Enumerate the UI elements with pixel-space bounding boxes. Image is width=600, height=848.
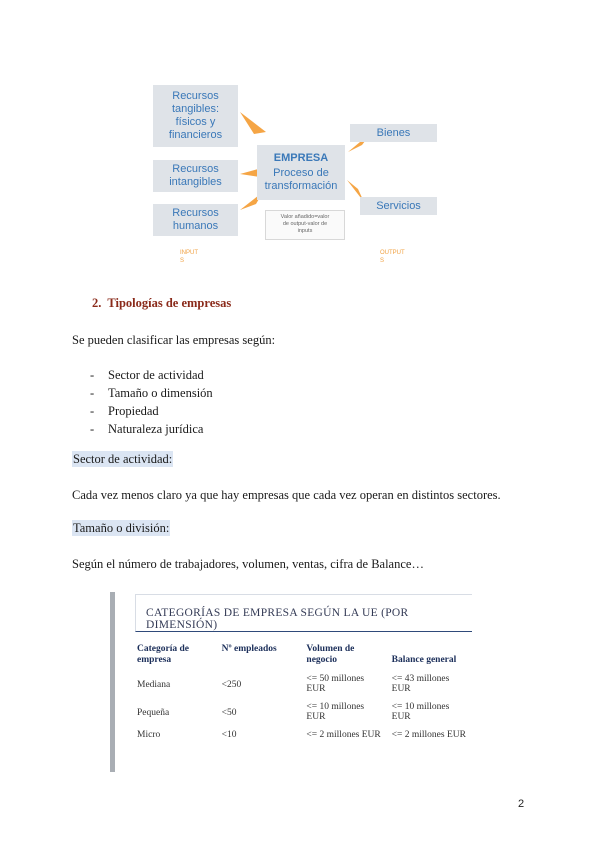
list-marker: - <box>90 386 95 400</box>
cell-line: EUR <box>306 712 326 722</box>
note-line: inputs <box>297 228 313 234</box>
humanos-line: humanos <box>172 220 219 232</box>
categories-table <box>137 644 472 754</box>
cell-volumen <box>306 698 391 726</box>
note-line: Valor añadido=valor <box>280 214 330 220</box>
cell-line: <= 43 millones <box>391 674 450 684</box>
input-label <box>180 249 198 265</box>
section-heading <box>92 296 231 311</box>
table-row <box>137 670 472 698</box>
eu-categories-table-figure <box>110 592 472 772</box>
list-item <box>90 420 213 438</box>
cell-line: <= 2 millones EUR <box>391 730 466 740</box>
cell-categoria <box>137 670 222 698</box>
list-item <box>90 366 213 384</box>
table-header-row <box>137 644 472 670</box>
cell-line: <= 2 millones EUR <box>306 730 381 740</box>
header-line: empresa <box>137 655 172 665</box>
note-line: de output-valor de <box>282 221 328 227</box>
header-line: Nº empleados <box>221 644 277 654</box>
section-title: Tipologías de empresas <box>107 296 232 310</box>
cell-line: <50 <box>221 708 237 718</box>
empresa-box <box>257 145 345 200</box>
list-item-text: Tamaño o dimensión <box>108 386 213 400</box>
resource-box-intangibles <box>153 160 238 192</box>
tangibles-line: financieros <box>168 129 223 141</box>
tangibles-line: tangibles: <box>171 103 220 115</box>
cell-volumen <box>306 670 391 698</box>
list-item-text: Sector de actividad <box>108 368 204 382</box>
cell-line: <= 50 millones <box>306 674 365 684</box>
figure-side-bar <box>110 592 115 772</box>
cell-line: <250 <box>221 680 242 690</box>
list-marker: - <box>90 422 95 436</box>
cell-volumen <box>306 726 391 754</box>
header-line: Categoría de <box>137 644 189 654</box>
cell-empleados <box>222 726 307 754</box>
input-label-line: S <box>180 258 185 264</box>
business-process-diagram <box>150 82 450 267</box>
cell-line: Mediana <box>137 680 171 690</box>
bienes-label: Bienes <box>376 126 411 139</box>
cell-categoria <box>137 726 222 754</box>
intangibles-line: Recursos <box>172 163 219 175</box>
humanos-line: Recursos <box>172 207 219 219</box>
output-label-line: S <box>380 258 385 264</box>
classification-list <box>90 366 213 438</box>
sector-heading-text: Sector de actividad: <box>73 452 173 466</box>
header-categoria <box>137 644 222 670</box>
empresa-sub-line: Proceso de <box>273 167 329 179</box>
intro-paragraph: Se pueden clasificar las empresas según: <box>72 333 276 347</box>
input-label-line: INPUT <box>180 250 198 256</box>
header-volumen <box>306 644 391 670</box>
tangibles-line: Recursos <box>172 90 219 102</box>
servicios-label: Servicios <box>376 199 421 212</box>
section-number: 2. <box>92 296 102 310</box>
output-box-servicios <box>360 197 437 215</box>
header-empleados <box>222 644 307 670</box>
output-box-bienes <box>350 124 437 142</box>
table-caption: CATEGORÍAS DE EMPRESA SEGÚN LA UE (POR DIMENSIÓN) <box>146 607 409 631</box>
output-label-line: OUTPUT <box>380 250 405 256</box>
header-balance <box>392 644 472 670</box>
tangibles-line: físicos y <box>175 116 216 128</box>
cell-line: EUR <box>391 712 411 722</box>
list-item-text: Propiedad <box>108 404 159 418</box>
header-line: Volumen de <box>306 644 355 654</box>
header-line: Balance general <box>391 655 457 665</box>
list-item-text: Naturaleza jurídica <box>108 422 204 436</box>
sector-paragraph: Cada vez menos claro ya que hay empresas que cada vez operan en distintos sectores. <box>72 488 501 502</box>
empresa-title: EMPRESA <box>273 152 329 164</box>
cell-line: EUR <box>391 684 411 694</box>
tamano-heading <box>72 521 170 536</box>
resource-box-tangibles <box>153 85 238 147</box>
header-line: negocio <box>306 655 338 665</box>
list-marker: - <box>90 368 95 382</box>
tamano-heading-text: Tamaño o división: <box>73 521 170 535</box>
list-marker: - <box>90 404 95 418</box>
sector-heading <box>72 452 173 467</box>
page-number: 2 <box>518 798 525 810</box>
table-caption-box <box>135 594 472 632</box>
table-row <box>137 726 472 754</box>
cell-balance <box>392 726 472 754</box>
cell-line: Pequeña <box>137 708 170 718</box>
table-row <box>137 698 472 726</box>
cell-empleados <box>222 698 307 726</box>
cell-empleados <box>222 670 307 698</box>
cell-line: EUR <box>306 684 326 694</box>
empresa-sub-line: transformación <box>264 180 338 192</box>
intangibles-line: intangibles <box>169 176 222 188</box>
list-item <box>90 402 213 420</box>
value-added-note <box>265 210 345 240</box>
cell-categoria <box>137 698 222 726</box>
output-label <box>380 249 405 265</box>
cell-line: <= 10 millones <box>306 702 365 712</box>
cell-balance <box>392 670 472 698</box>
cell-line: Micro <box>137 730 161 740</box>
list-item <box>90 384 213 402</box>
arrow-tangibles-icon <box>240 112 266 134</box>
cell-balance <box>392 698 472 726</box>
cell-line: <= 10 millones <box>391 702 450 712</box>
resource-box-humanos <box>153 204 238 236</box>
tamano-paragraph: Según el número de trabajadores, volumen, ventas, cifra de Balance… <box>72 557 424 571</box>
cell-line: <10 <box>221 730 237 740</box>
